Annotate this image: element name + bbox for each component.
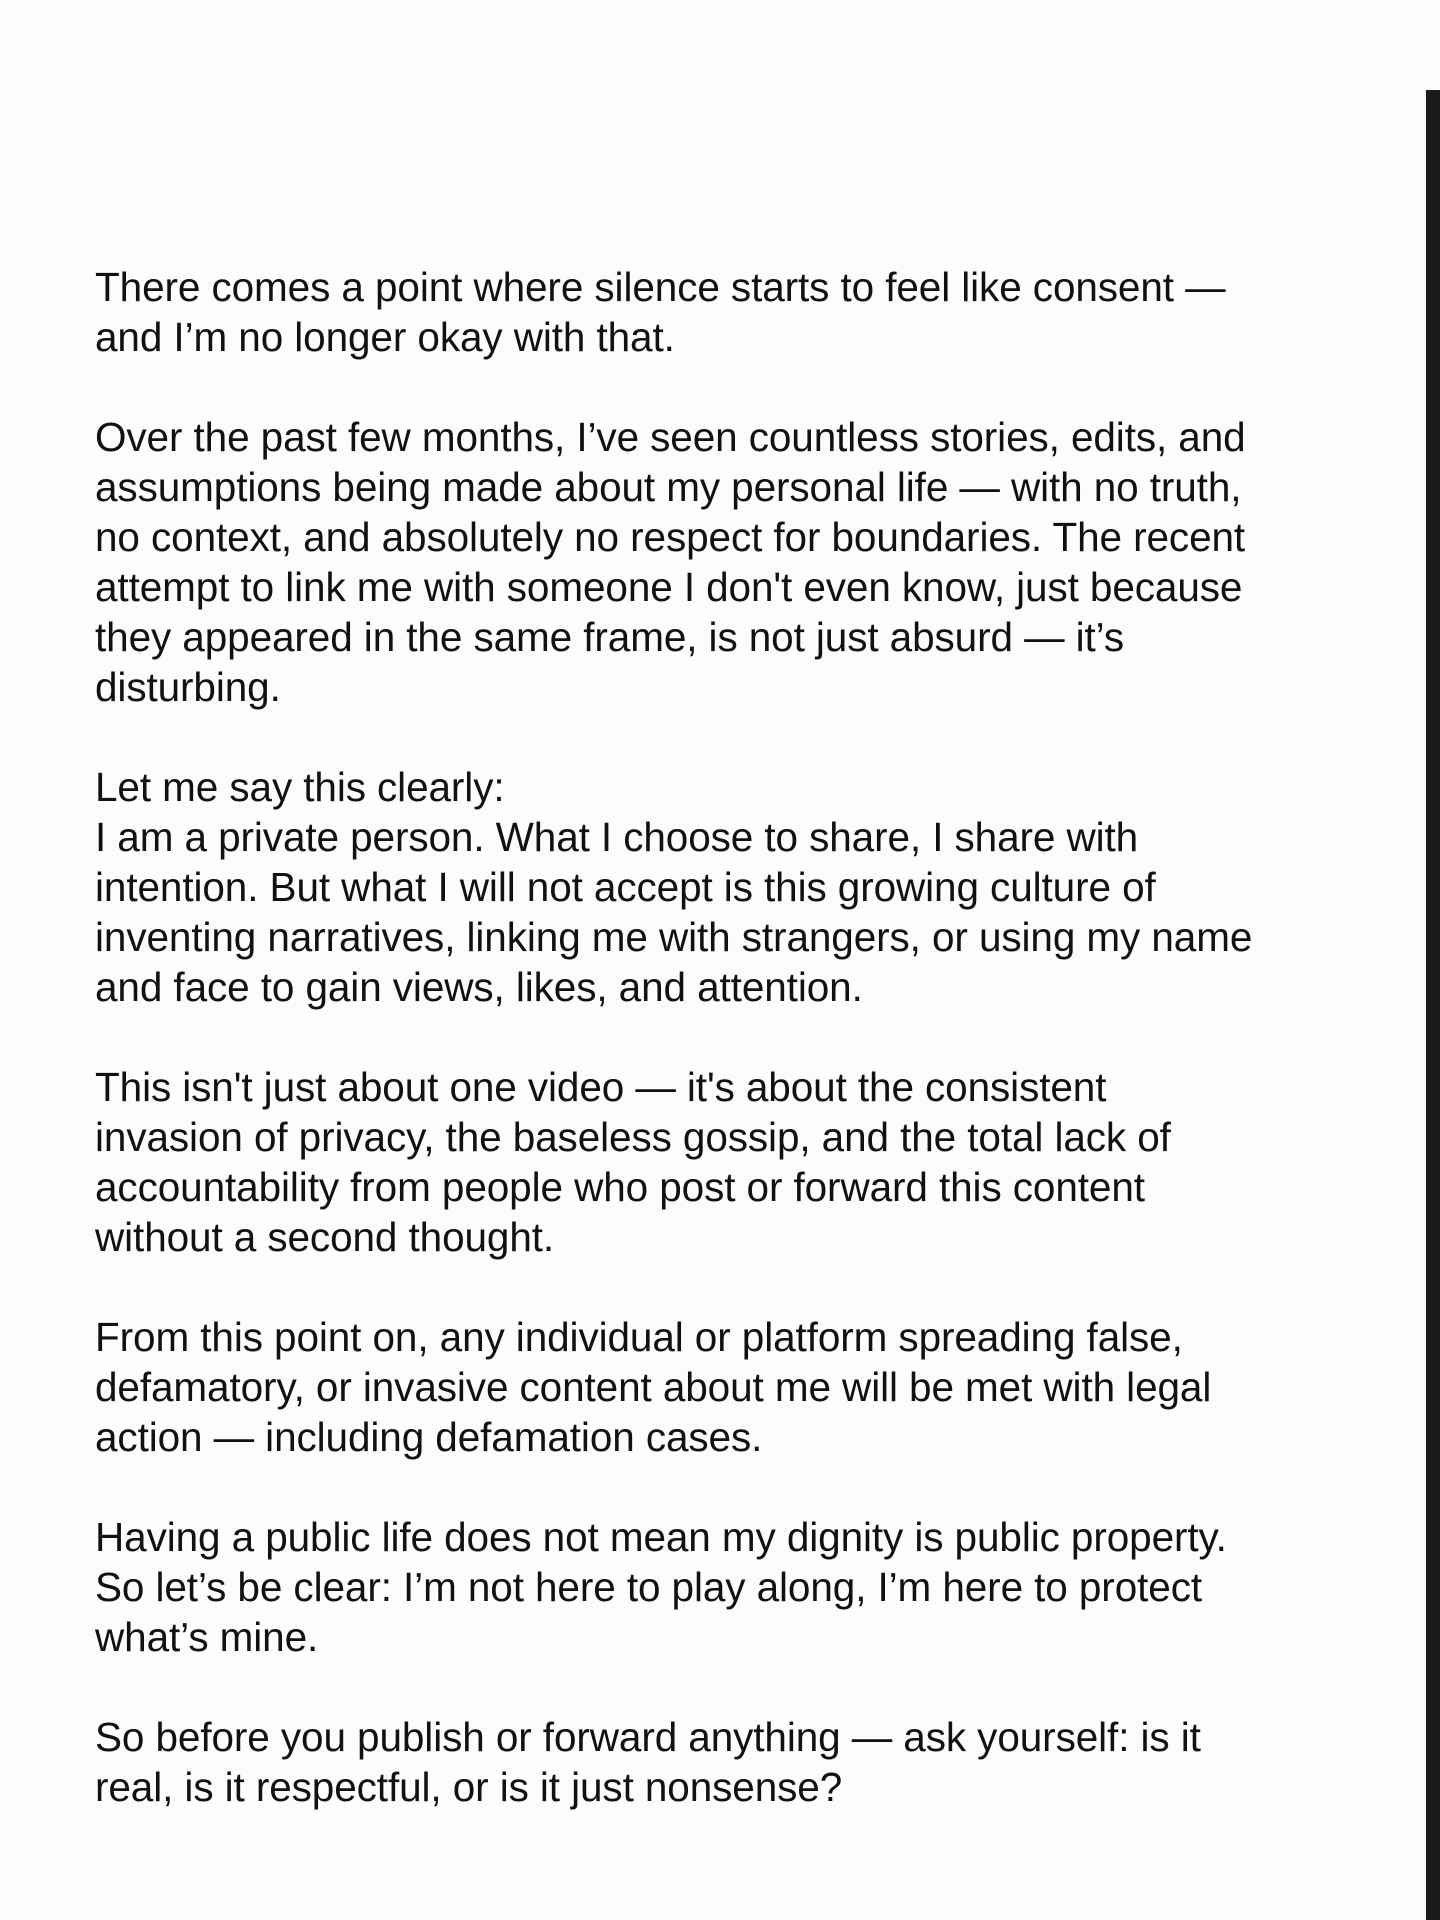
text-line: So before you publish or forward anything — ask yourself: is it <box>95 1714 1201 1760</box>
paragraph-5 <box>95 1312 1365 1462</box>
statement-text <box>95 262 1365 1862</box>
text-line: inventing narratives, linking me with strangers, or using my name <box>95 914 1253 960</box>
text-line: without a second thought. <box>95 1214 555 1260</box>
paragraph-3 <box>95 762 1365 1012</box>
paragraph-1 <box>95 262 1365 362</box>
text-line: So let’s be clear: I’m not here to play along, I’m here to protect <box>95 1564 1202 1610</box>
text-line: Let me say this clearly: <box>95 764 505 810</box>
text-line: Having a public life does not mean my dignity is public property. <box>95 1514 1227 1560</box>
paragraph-2 <box>95 412 1365 712</box>
text-line: defamatory, or invasive content about me will be met with legal <box>95 1364 1212 1410</box>
text-line: and face to gain views, likes, and attention. <box>95 964 863 1010</box>
text-line: invasion of privacy, the baseless gossip, and the total lack of <box>95 1114 1171 1160</box>
text-line: accountability from people who post or forward this content <box>95 1164 1145 1210</box>
paragraph-6 <box>95 1512 1365 1662</box>
text-line: Over the past few months, I’ve seen countless stories, edits, and <box>95 414 1246 460</box>
text-line: attempt to link me with someone I don't even know, just because <box>95 564 1243 610</box>
text-line: what’s mine. <box>95 1614 319 1660</box>
text-line: From this point on, any individual or platform spreading false, <box>95 1314 1183 1360</box>
text-line: assumptions being made about my personal life — with no truth, <box>95 464 1242 510</box>
paragraph-7 <box>95 1712 1365 1812</box>
text-line: action — including defamation cases. <box>95 1414 763 1460</box>
text-line: intention. But what I will not accept is this growing culture of <box>95 864 1156 910</box>
text-line: disturbing. <box>95 664 281 710</box>
text-line: I am a private person. What I choose to share, I share with <box>95 814 1139 860</box>
paragraph-4 <box>95 1062 1365 1262</box>
text-line: and I’m no longer okay with that. <box>95 314 675 360</box>
text-line: no context, and absolutely no respect for boundaries. The recent <box>95 514 1246 560</box>
right-edge-bar <box>1426 90 1440 1920</box>
text-line: This isn't just about one video — it's about the consistent <box>95 1064 1107 1110</box>
text-line: they appeared in the same frame, is not just absurd — it’s <box>95 614 1124 660</box>
text-line: real, is it respectful, or is it just nonsense? <box>95 1764 843 1810</box>
text-line: There comes a point where silence starts to feel like consent — <box>95 264 1226 310</box>
